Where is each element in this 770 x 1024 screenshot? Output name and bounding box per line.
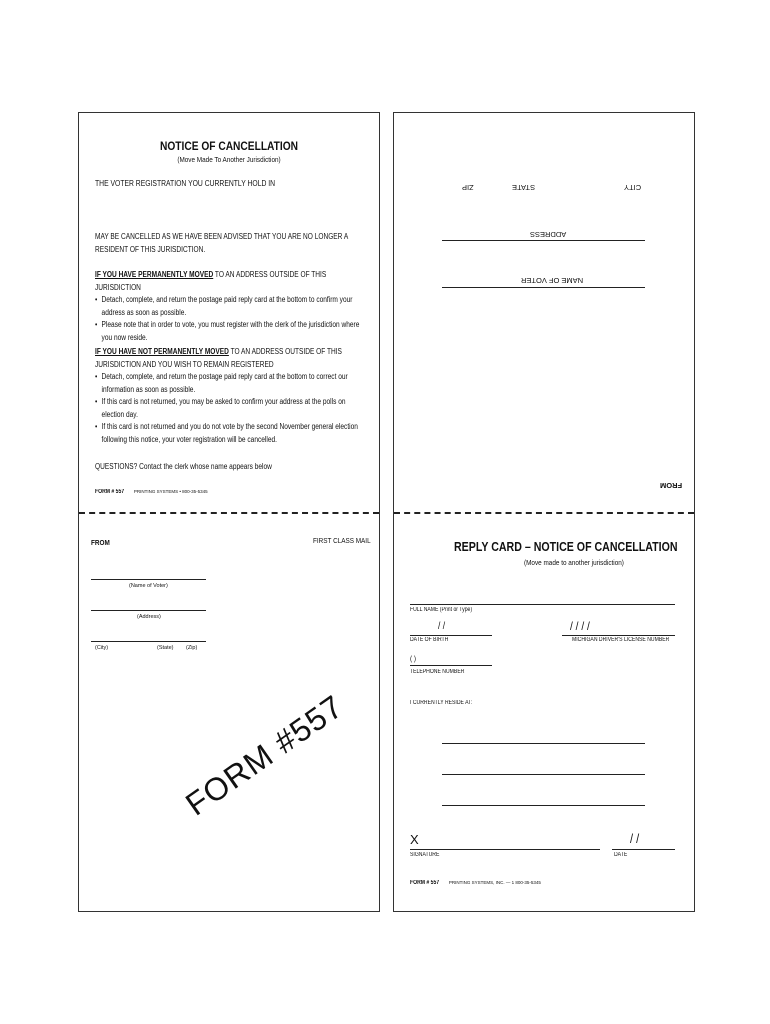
form-number-bottom xyxy=(410,871,541,889)
signature-label: SIGNATURE xyxy=(410,852,440,858)
date-line xyxy=(612,849,675,850)
address-caption: (Address) xyxy=(137,614,161,620)
date-slashes: / / xyxy=(630,831,640,846)
full-name-label: FULL NAME (Print or Type) xyxy=(410,607,473,613)
city-label-inverted: CITY xyxy=(624,183,642,192)
state-caption: (State) xyxy=(157,645,174,651)
not-permanent-heading: IF YOU HAVE NOT PERMANENTLY MOVED TO AN ADDRESS OUTSIDE OF THIS JURISDICTION AND YOU WISH TO REMAIN REGISTERED xyxy=(95,347,342,369)
not-permanent-section xyxy=(95,346,362,446)
state-label-inverted: STATE xyxy=(512,183,536,192)
from-label: FROM xyxy=(91,538,110,547)
signature-line xyxy=(410,849,600,850)
permanent-section xyxy=(95,269,362,344)
address-label-inverted: ADDRESS xyxy=(530,230,567,239)
phone-label: TELEPHONE NUMBER xyxy=(410,669,465,675)
registration-line: THE VOTER REGISTRATION YOU CURRENTLY HOLD IN xyxy=(95,179,276,188)
residence-line-3 xyxy=(442,805,645,806)
address-line xyxy=(91,610,206,611)
form-watermark: FORM #557 xyxy=(179,687,350,823)
zip-label-inverted: ZIP xyxy=(462,183,474,192)
phone-line xyxy=(410,665,492,666)
permanent-bullet: • Please note that in order to vote, you must register with the clerk of the jurisdiction where you now reside. xyxy=(95,319,362,344)
form-number: FORM # 557 xyxy=(95,489,125,495)
from-label-inverted: FROM xyxy=(660,481,683,490)
form-printer: PRINTING SYSTEMS • 800-35-5345 xyxy=(133,489,208,494)
license-slashes: / / / / xyxy=(570,619,590,633)
phone-paren: ( ) xyxy=(410,654,417,663)
date-label: DATE xyxy=(614,852,628,858)
form-printer: PRINTING SYSTEMS, INC. — 1 800-35-5345 xyxy=(448,880,541,885)
not-permanent-bullet: • Detach, complete, and return the postage paid reply card at the bottom to correct our information as soon as possible. xyxy=(95,371,362,396)
first-class-mail: FIRST CLASS MAIL xyxy=(313,536,371,545)
right-panel xyxy=(393,112,695,912)
zip-caption: (Zip) xyxy=(186,645,198,651)
permanent-bullet: • Detach, complete, and return the postage paid reply card at the bottom to confirm your address as soon as possible. xyxy=(95,294,362,319)
left-panel xyxy=(78,112,380,912)
reply-card-title: REPLY CARD – NOTICE OF CANCELLATION xyxy=(454,540,678,554)
city-state-zip-line xyxy=(91,641,206,642)
dob-label: DATE OF BIRTH xyxy=(410,637,449,643)
residence-line-2 xyxy=(442,774,645,775)
license-label: MICHIGAN DRIVER'S LICENSE NUMBER xyxy=(572,637,670,643)
residence-line-1 xyxy=(442,743,645,744)
license-line xyxy=(562,635,675,636)
notice-title: NOTICE OF CANCELLATION xyxy=(159,139,299,153)
reply-card-subtitle: (Move made to another jurisdiction) xyxy=(524,558,624,567)
notice-subtitle: (Move Made To Another Jurisdiction) xyxy=(177,155,281,164)
not-permanent-bullet: • If this card is not returned and you do not vote by the second November general election following this notice, your voter registration will be cancelled. xyxy=(95,421,362,446)
dob-slashes: / / xyxy=(438,621,446,632)
voter-name-label-inverted: NAME OF VOTER xyxy=(521,276,584,285)
form-number-top xyxy=(95,480,208,498)
voter-name-inverted-line xyxy=(442,287,645,288)
form-number: FORM # 557 xyxy=(410,880,440,886)
permanent-heading: IF YOU HAVE PERMANENTLY MOVED TO AN ADDRESS OUTSIDE OF THIS JURISDICTION xyxy=(95,270,327,292)
signature-x: X xyxy=(410,832,419,847)
perforation-line xyxy=(394,512,694,514)
questions-line: QUESTIONS? Contact the clerk whose name appears below xyxy=(95,462,272,471)
voter-name-line xyxy=(91,579,206,580)
not-permanent-bullet: • If this card is not returned, you may be asked to confirm your address at the polls on election day. xyxy=(95,396,362,421)
voter-name-caption: (Name of Voter) xyxy=(129,583,168,589)
address-inverted-line xyxy=(442,240,645,241)
city-caption: (City) xyxy=(95,645,109,651)
cancellation-paragraph: MAY BE CANCELLED AS WE HAVE BEEN ADVISED THAT YOU ARE NO LONGER A RESIDENT OF THIS JURISDICTION. xyxy=(95,232,348,254)
full-name-line xyxy=(410,604,675,605)
reside-label: I CURRENTLY RESIDE AT: xyxy=(410,700,473,706)
perforation-line xyxy=(79,512,379,514)
dob-line xyxy=(410,635,492,636)
